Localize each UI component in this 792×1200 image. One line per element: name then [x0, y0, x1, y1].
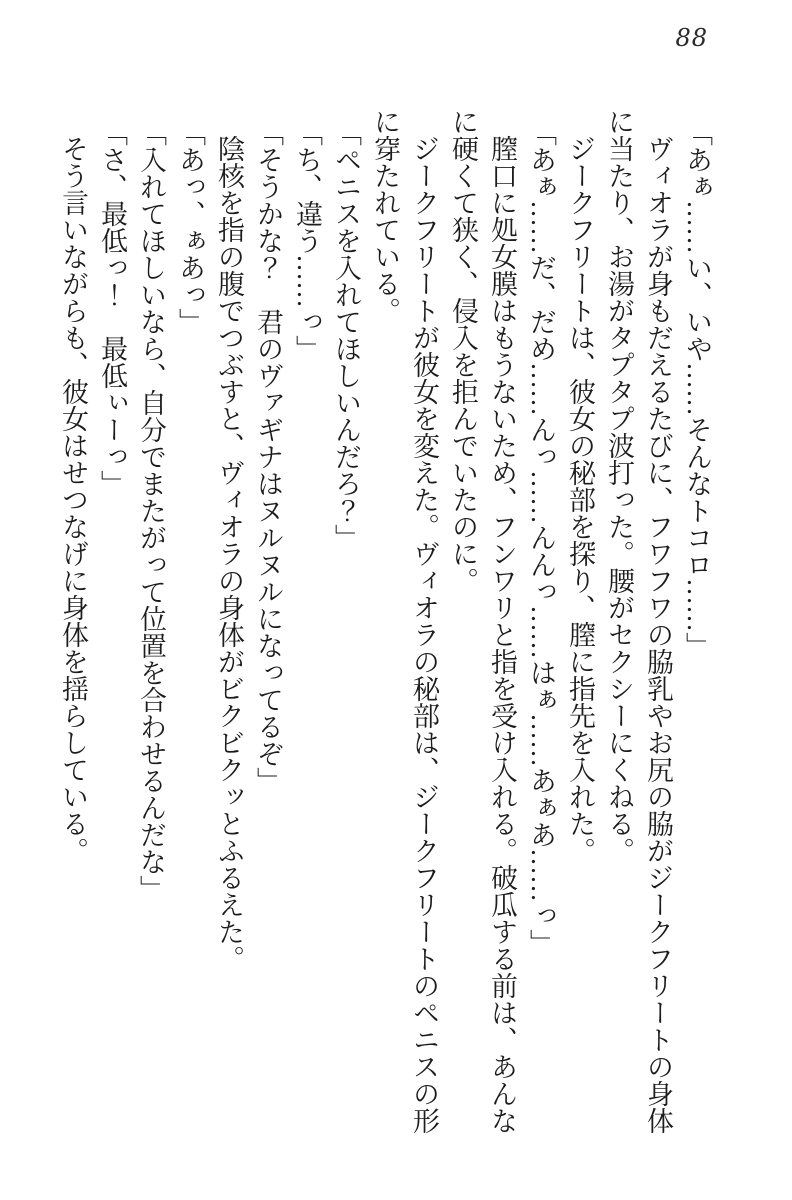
- paragraph-narrative: ジークフリートが彼女を変えた。ヴィオラの秘部は、ジークフリートのペニスの形に穿たれている。: [370, 108, 439, 1134]
- paragraph-dialogue: 「あぁ……い、いや……そんなトコロ……」: [682, 118, 712, 659]
- paragraph-narrative: そう言いながらも、彼女はせつなげに身体を揺らしている。: [58, 135, 88, 864]
- paragraph-dialogue: 「ち、違う……っ」: [292, 118, 322, 362]
- paragraph-dialogue: 「あぁ……だ、だめ……んっ……んんっ……はぁ……あぁあ……っ」: [526, 118, 556, 956]
- paragraph-dialogue: 「ペニスを入れてほしいんだろ？」: [331, 118, 361, 551]
- paragraph-narrative: 膣口に処女膜はもうないため、フンワリと指を受け入れる。破瓜する前は、あんなに硬くて狭く、侵入を拒んでいたのに。: [448, 108, 517, 1134]
- paragraph-dialogue: 「入れてほしいなら、自分でまたがって位置を合わせるんだな」: [136, 118, 166, 902]
- page-number: 88: [675, 24, 708, 52]
- paragraph-dialogue: 「さ、最低っ！ 最低ぃーっ」: [97, 118, 127, 497]
- vertical-text-block: [53, 108, 716, 1134]
- paragraph-narrative: ジークフリートは、彼女の秘部を探り、膣に指先を入れた。: [565, 135, 595, 864]
- paragraph-dialogue: 「あっ、ぁあっ」: [175, 118, 205, 335]
- paragraph-narrative: ヴィオラが身もだえるたびに、フワフワの脇乳やお尻の脇がジークフリートの身体に当たり、お湯がタプタプ波打った。腰がセクシーにくねる。: [604, 108, 673, 1134]
- paragraph-dialogue: 「そうかな？ 君のヴァギナはヌルヌルになってるぞ」: [253, 118, 283, 794]
- paragraph-narrative: 陰核を指の腹でつぶすと、ヴィオラの身体がビクビクッとふるえた。: [214, 135, 244, 972]
